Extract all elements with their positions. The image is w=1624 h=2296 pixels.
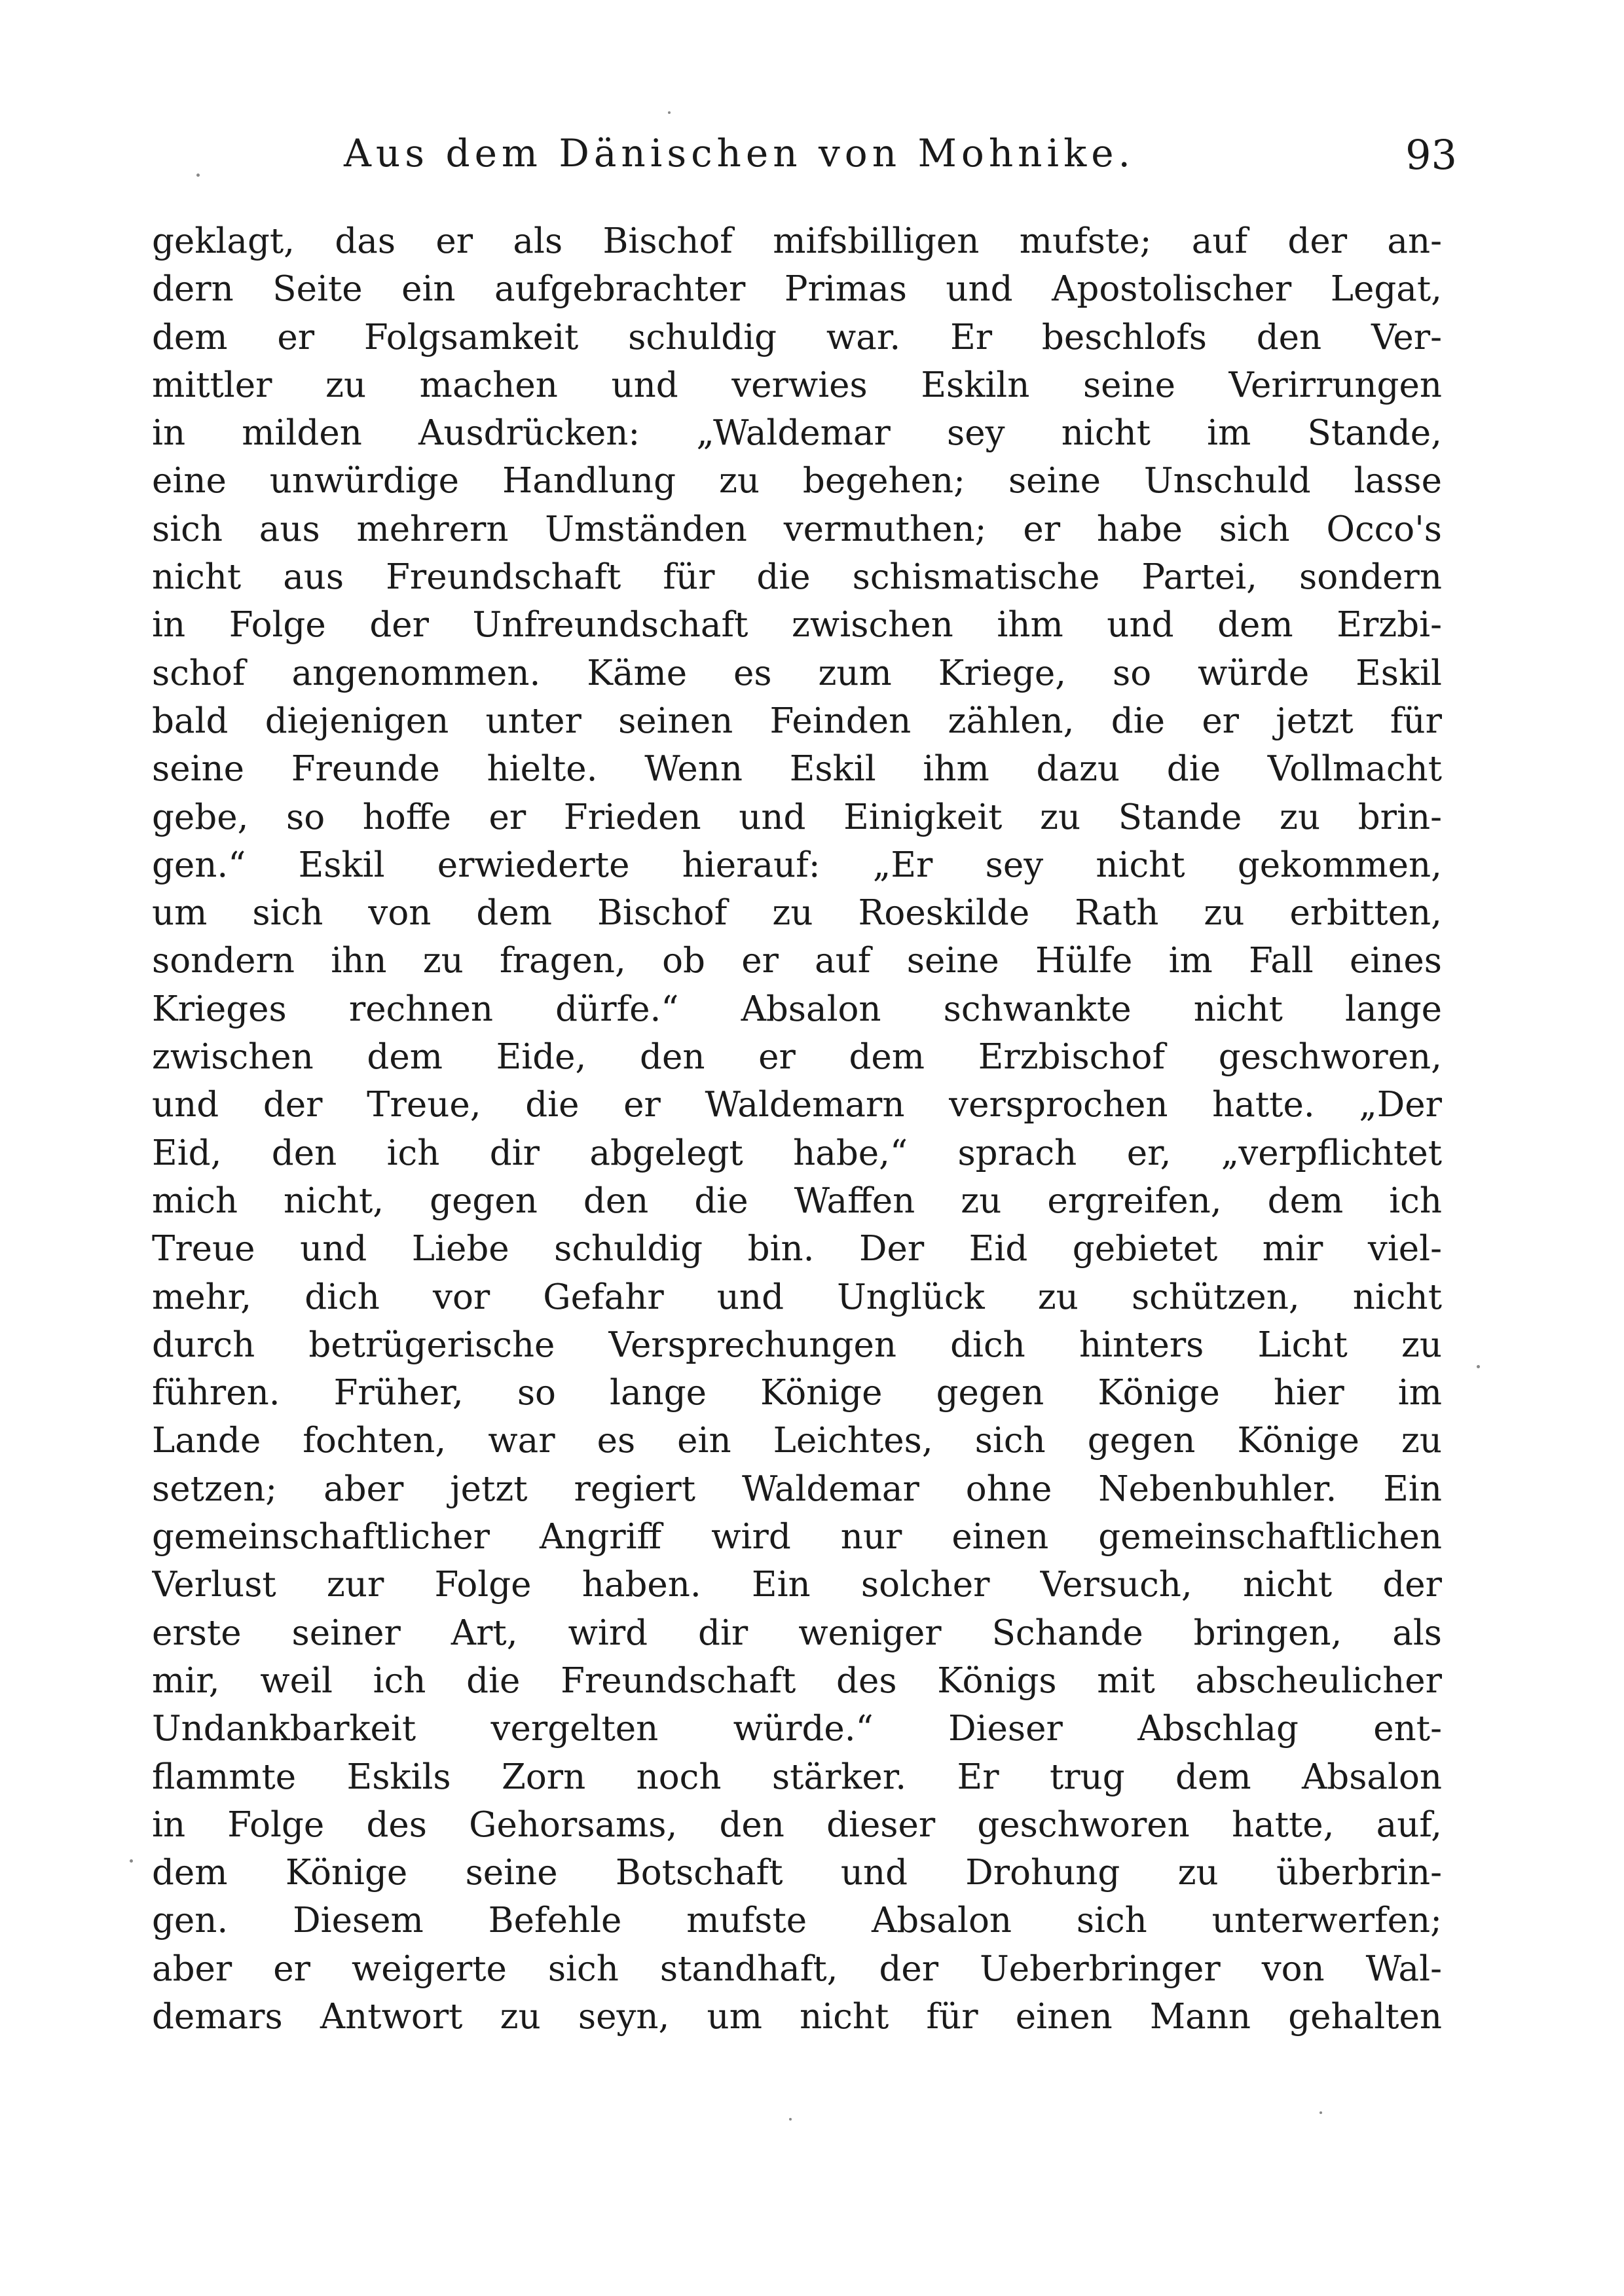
text-line: demars Antwort zu seyn, um nicht für einen Mann gehalten (152, 1996, 1442, 2037)
text-line: eine unwürdige Handlung zu begehen; seine Unschuld lasse (152, 461, 1442, 501)
scan-speck (1477, 1365, 1480, 1368)
scan-speck (668, 111, 671, 114)
running-head (344, 124, 1457, 196)
scan-speck (130, 1859, 133, 1863)
text-line: erste seiner Art, wird dir weniger Schande bringen, als (152, 1613, 1442, 1653)
text-line: gen.“ Eskil erwiederte hierauf: „Er sey nicht gekommen, (152, 845, 1442, 885)
text-line: bald diejenigen unter seinen Feinden zählen, die er jetzt für (152, 701, 1442, 741)
text-line: sondern ihn zu fragen, ob er auf seine Hülfe im Fall eines (152, 941, 1442, 981)
running-title: Aus dem Dänischen von Mohnike. (344, 131, 1135, 175)
text-line: durch betrügerische Versprechungen dich hinters Licht zu (152, 1324, 1442, 1365)
text-line: dem Könige seine Botschaft und Drohung zu überbrin- (152, 1853, 1442, 1893)
text-line: dem er Folgsamkeit schuldig war. Er beschlofs den Ver- (152, 317, 1442, 357)
text-line: aber er weigerte sich standhaft, der Ueberbringer von Wal- (152, 1948, 1442, 1989)
page-number: 93 (1405, 131, 1457, 179)
text-line: Krieges rechnen dürfe.“ Absalon schwankte nicht lange (152, 989, 1442, 1029)
text-line: Lande fochten, war es ein Leichtes, sich gegen Könige zu (152, 1421, 1442, 1461)
text-line: dern Seite ein aufgebrachter Primas und Apostolischer Legat, (152, 269, 1442, 310)
scan-speck (196, 173, 200, 177)
scan-speck (1320, 2111, 1322, 2114)
text-line: Undankbarkeit vergelten würde.“ Dieser Abschlag ent- (152, 1709, 1442, 1749)
text-line: schof angenommen. Käme es zum Kriege, so würde Eskil (152, 653, 1442, 693)
text-line: mittler zu machen und verwies Eskiln seine Verirrungen (152, 365, 1442, 405)
text-line: um sich von dem Bischof zu Roeskilde Rath zu erbitten, (152, 893, 1442, 934)
text-line: seine Freunde hielte. Wenn Eskil ihm dazu die Vollmacht (152, 749, 1442, 790)
scan-speck (789, 2118, 792, 2121)
text-line: mehr, dich vor Gefahr und Unglück zu schützen, nicht (152, 1277, 1442, 1317)
text-line: mich nicht, gegen den die Waffen zu ergreifen, dem ich (152, 1180, 1442, 1221)
text-line: gemeinschaftlicher Angriff wird nur einen gemeinschaftlichen (152, 1517, 1442, 1558)
text-line: flammte Eskils Zorn noch stärker. Er trug dem Absalon (152, 1757, 1442, 1797)
text-line: führen. Früher, so lange Könige gegen Könige hier im (152, 1373, 1442, 1413)
text-line: setzen; aber jetzt regiert Waldemar ohne Nebenbuhler. Ein (152, 1468, 1442, 1509)
text-line: und der Treue, die er Waldemarn versprochen hatte. „Der (152, 1085, 1442, 1125)
text-line: sich aus mehrern Umständen vermuthen; er habe sich Occo's (152, 509, 1442, 549)
text-line: geklagt, das er als Bischof mifsbilligen mufste; auf der an- (152, 221, 1442, 261)
text-line: in Folge der Unfreundschaft zwischen ihm und dem Erzbi- (152, 605, 1442, 646)
text-line: zwischen dem Eide, den er dem Erzbischof geschworen, (152, 1037, 1442, 1078)
text-line: gen. Diesem Befehle mufste Absalon sich unterwerfen; (152, 1901, 1442, 1941)
text-line: Eid, den ich dir abgelegt habe,“ sprach er, „verpflichtet (152, 1133, 1442, 1173)
text-line: in Folge des Gehorsams, den dieser geschworen hatte, auf, (152, 1804, 1442, 1845)
text-line: nicht aus Freundschaft für die schismatische Partei, sondern (152, 557, 1442, 598)
text-line: mir, weil ich die Freundschaft des Königs mit abscheulicher (152, 1660, 1442, 1701)
text-line: gebe, so hoffe er Frieden und Einigkeit zu Stande zu brin- (152, 797, 1442, 837)
body-text (152, 217, 1442, 2041)
text-line: Verlust zur Folge haben. Ein solcher Versuch, nicht der (152, 1565, 1442, 1605)
text-line: in milden Ausdrücken: „Waldemar sey nicht im Stande, (152, 413, 1442, 454)
text-line: Treue und Liebe schuldig bin. Der Eid gebietet mir viel- (152, 1229, 1442, 1269)
